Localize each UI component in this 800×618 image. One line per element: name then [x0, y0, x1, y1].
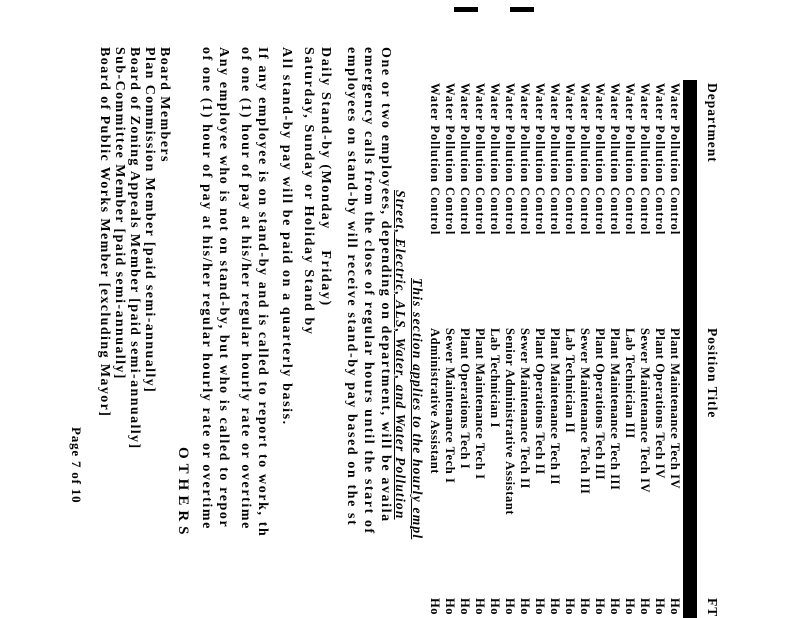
row-rate-cell: Ho: [623, 598, 637, 615]
page-number: Page 7 of 10: [69, 427, 84, 504]
row-rate-cell: Ho: [443, 598, 457, 615]
row-position-cell: Senior Administrative Assistant: [503, 328, 517, 516]
row-rate-cell: Ho: [488, 598, 502, 615]
others-list-item: Board Members: [157, 47, 172, 163]
table-row: [532, 0, 547, 618]
paragraph-line: emergency calls from the close of regular hours until the start of: [361, 47, 376, 535]
row-rate-cell: Ho: [533, 598, 547, 615]
row-rate-cell: Ho: [458, 598, 472, 615]
table-row: [667, 0, 682, 618]
paragraph: [278, 47, 295, 426]
row-position-cell: Plant Maintenance Tech IV: [668, 328, 682, 490]
table-row: [517, 0, 532, 618]
row-rate-cell: Ho: [563, 598, 577, 615]
paragraph-line: If any employee is on stand-by and is called to report to work, th: [255, 47, 270, 538]
section-heading-line2: Street, Electric, ALS, Water, and Water Pollution: [393, 190, 408, 520]
table-row: [607, 0, 622, 618]
row-rate-cell: Ho: [473, 598, 487, 615]
paragraph-line: of one (1) hour of pay at his/her regular hourly rate or overtime: [199, 47, 214, 530]
table-row: [637, 0, 652, 618]
paragraph-line: of one (1) hour of pay at his/her regular hourly rate or overtime: [238, 47, 253, 530]
paragraph-line: Saturday, Sunday or Holiday Stand by: [301, 47, 316, 336]
row-position-cell: Administrative Assistant: [428, 328, 442, 475]
paragraph: [343, 47, 394, 535]
row-department-cell: Water Pollution Control: [518, 83, 532, 236]
paragraph: [198, 47, 232, 530]
row-rate-cell: Ho: [668, 598, 682, 615]
row-rate-cell: Ho: [503, 598, 517, 615]
row-position-cell: Plant Maintenance Tech III: [608, 328, 622, 491]
row-position-cell: Plant Maintenance Tech II: [548, 328, 562, 486]
row-position-cell: Lab Technician II: [563, 328, 577, 434]
row-rate-cell: Ho: [608, 598, 622, 615]
row-department-cell: Water Pollution Control: [668, 83, 682, 236]
paragraph-line: One or two employees, depending on department, will be availa: [378, 47, 393, 523]
row-position-cell: Plant Maintenance Tech I: [473, 328, 487, 480]
row-position-cell: Plant Operations Tech III: [593, 328, 607, 481]
table-row: [502, 0, 517, 618]
others-list: [97, 47, 172, 450]
others-list-item: Board of Public Works Member [excluding Mayor]: [97, 47, 112, 418]
row-rate-cell: Ho: [518, 598, 532, 615]
paragraph: [300, 47, 334, 335]
table-row: [472, 0, 487, 618]
row-rate-cell: Ho: [578, 598, 592, 615]
table-row: [427, 0, 442, 618]
paragraph: [237, 47, 271, 537]
row-department-cell: Water Pollution Control: [443, 83, 457, 236]
row-department-cell: Water Pollution Control: [548, 83, 562, 236]
table-header-position: Position Title: [705, 328, 720, 419]
row-department-cell: Water Pollution Control: [653, 83, 667, 236]
table-header-department: Department: [705, 83, 720, 163]
row-department-cell: Water Pollution Control: [533, 83, 547, 236]
others-list-item: Board of Zoning Appeals Member [paid semi-annually]: [127, 47, 142, 450]
others-section-title: OTHERS: [175, 447, 191, 540]
table-header-status: FT: [705, 598, 720, 618]
table-row: [592, 0, 607, 618]
paragraph-line: Any employee who is not on stand-by, but who is called to repor: [216, 47, 231, 529]
row-department-cell: Water Pollution Control: [488, 83, 502, 236]
row-department-cell: Water Pollution Control: [623, 83, 637, 236]
row-position-cell: Sewer Maintenance Tech IV: [638, 328, 652, 494]
table-header-rule: [683, 80, 697, 618]
row-rate-cell: Ho: [593, 598, 607, 615]
row-department-cell: Water Pollution Control: [458, 83, 472, 236]
table-row: [487, 0, 502, 618]
row-department-cell: Water Pollution Control: [608, 83, 622, 236]
table-row: [577, 0, 592, 618]
row-rate-cell: Ho: [638, 598, 652, 615]
row-rate-cell: Ho: [428, 598, 442, 615]
row-rate-cell: Ho: [653, 598, 667, 615]
row-rate-cell: Ho: [548, 598, 562, 615]
row-department-cell: Water Pollution Control: [428, 83, 442, 236]
row-position-cell: Sewer Maintenance Tech II: [518, 328, 532, 489]
others-list-item: Plan Commission Member [paid semi-annually]: [142, 47, 157, 394]
row-position-cell: Plant Operations Tech I: [458, 328, 472, 470]
others-list-item: Sub-Committee Member [paid semi-annually]: [112, 47, 127, 380]
row-position-cell: Lab Technician III: [623, 328, 637, 439]
table-row: [547, 0, 562, 618]
row-department-cell: Water Pollution Control: [593, 83, 607, 236]
row-department-cell: Water Pollution Control: [563, 83, 577, 236]
table-row: [562, 0, 577, 618]
row-position-cell: Lab Technician I: [488, 328, 502, 428]
paragraph-line: employees on stand-by will receive stand-by pay based on the st: [344, 47, 359, 527]
paragraph-line: All stand-by pay will be paid on a quarterly basis.: [279, 47, 294, 426]
row-department-cell: Water Pollution Control: [503, 83, 517, 236]
table-row: [652, 0, 667, 618]
row-position-cell: Sewer Maintenance Tech III: [578, 328, 592, 495]
row-position-cell: Plant Operations Tech II: [533, 328, 547, 475]
row-position-cell: Plant Operations Tech IV: [653, 328, 667, 479]
table-row: [622, 0, 637, 618]
section-heading-line1: This section applies to the hourly empl: [410, 278, 425, 540]
row-position-cell: Sewer Maintenance Tech I: [443, 328, 457, 484]
row-department-cell: Water Pollution Control: [638, 83, 652, 236]
table-row: [442, 0, 457, 618]
table-row: [457, 0, 472, 618]
row-department-cell: Water Pollution Control: [578, 83, 592, 236]
paragraph-line: Daily Stand-by (Monday Friday): [318, 47, 333, 307]
row-department-cell: Water Pollution Control: [473, 83, 487, 236]
